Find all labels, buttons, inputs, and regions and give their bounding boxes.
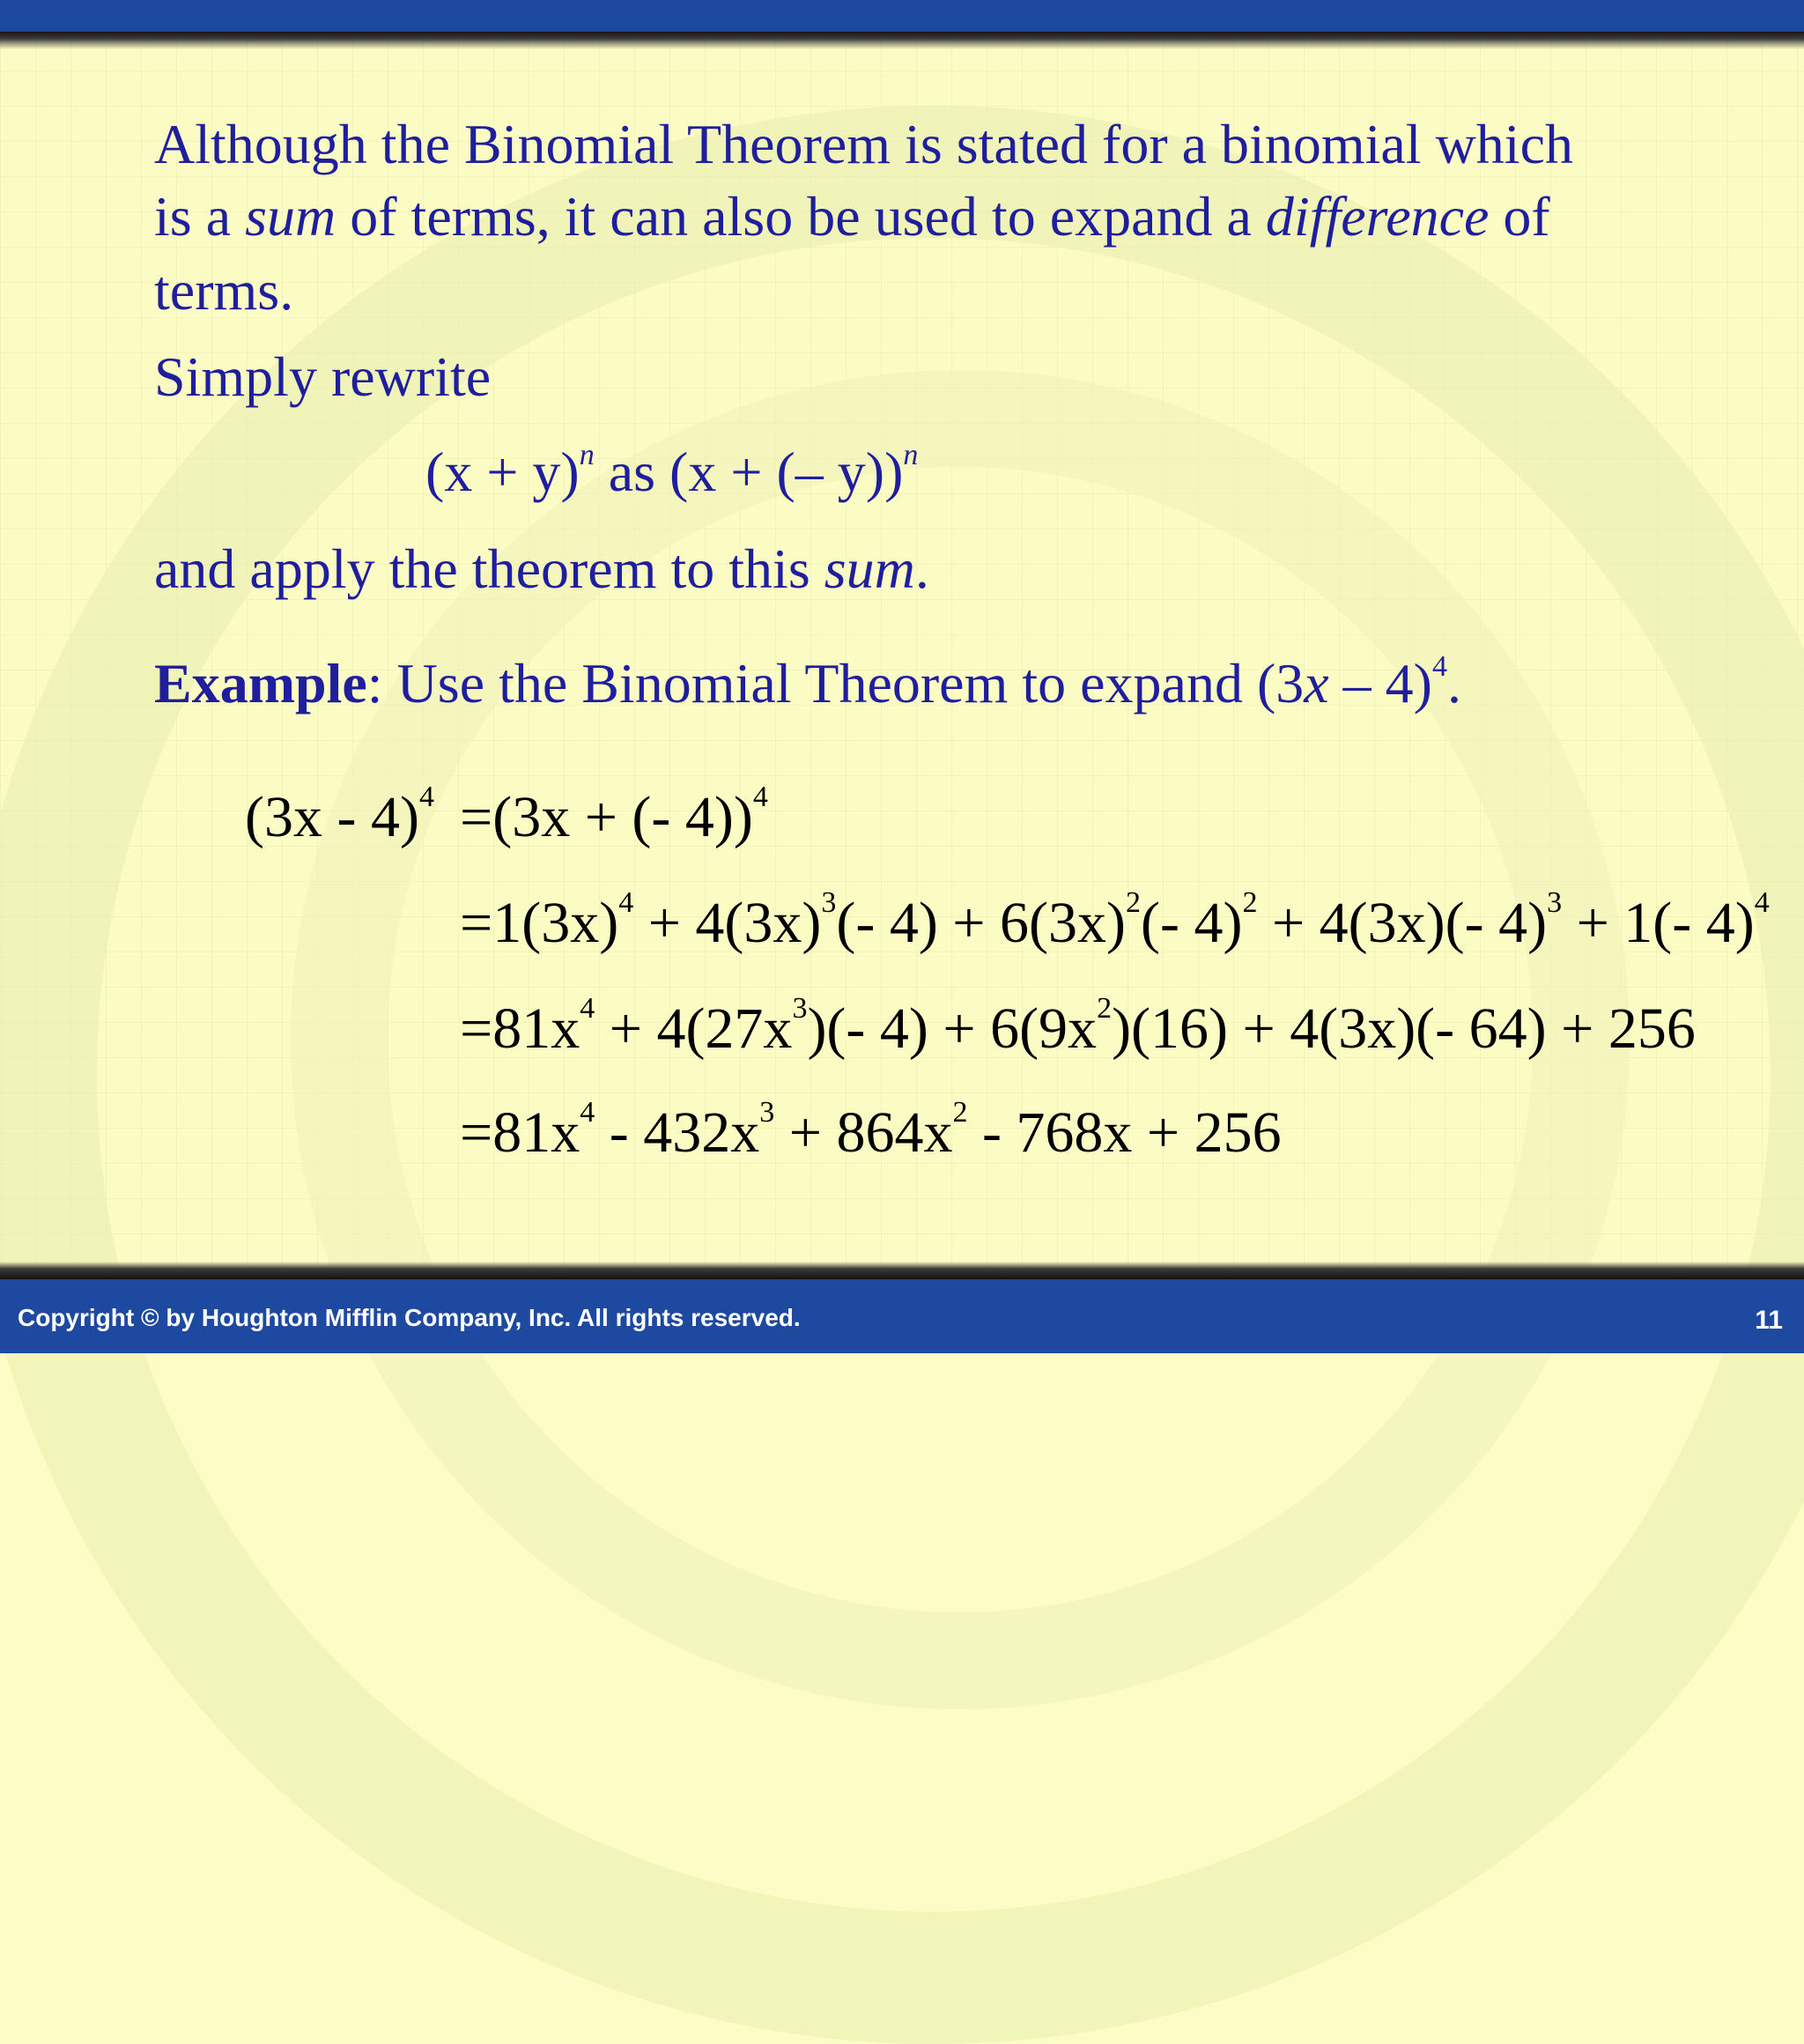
example-label: Example <box>154 652 367 715</box>
math-term: + 864x <box>774 1100 953 1165</box>
top-divider <box>0 32 1804 49</box>
example-text: : Use the Binomial Theorem to expand (3 <box>366 652 1305 715</box>
formula-left: (x + y) <box>425 441 580 503</box>
math-term: + 1(- 4) <box>1562 891 1755 955</box>
intro-text: of terms, it can also be used to expand a <box>336 185 1266 248</box>
math-term: )(16) + 4(3x)(- 64) + 256 <box>1112 996 1696 1061</box>
formula-as: as <box>594 441 670 503</box>
formula-right: (x + (– y)) <box>669 441 904 503</box>
math-exponent: 4 <box>580 1096 595 1129</box>
example-line <box>154 650 1461 715</box>
math-exponent: 4 <box>618 886 634 919</box>
math-exponent: 4 <box>1754 886 1770 919</box>
copyright-text: Copyright © by Houghton Mifflin Company, Inc. All rights reserved. <box>18 1304 801 1331</box>
math-exponent: 2 <box>952 1096 968 1129</box>
expansion-step-2 <box>460 886 1770 955</box>
math-exponent: 4 <box>752 781 768 813</box>
apply-text: and apply the theorem to this <box>154 537 824 600</box>
intro-line-3: terms. <box>154 259 294 322</box>
expansion-step-3 <box>460 992 1696 1061</box>
page-number: 11 <box>1755 1306 1783 1335</box>
apply-period: . <box>914 537 929 600</box>
example-variable: x <box>1304 652 1329 715</box>
formula-right-exponent: n <box>903 439 919 471</box>
expansion-step-4 <box>460 1096 1282 1165</box>
math-term: )(- 4) + 6(9x <box>807 996 1098 1061</box>
rewrite-formula <box>425 439 919 503</box>
example-text: – 4) <box>1328 652 1432 715</box>
intro-line-1: Although the Binomial Theorem is stated for a binomial which <box>154 113 1573 175</box>
math-term: (- 4) + 6(3x) <box>836 891 1126 955</box>
emphasis-difference: difference <box>1265 185 1490 248</box>
math-exponent: 3 <box>821 886 837 919</box>
intro-text: is a <box>154 185 246 248</box>
math-exponent: 4 <box>580 992 595 1025</box>
formula-left-exponent: n <box>579 439 595 471</box>
example-period: . <box>1446 652 1461 715</box>
math-exponent: 4 <box>418 781 434 813</box>
emphasis-sum: sum <box>245 185 336 248</box>
math-term: =81x <box>460 996 580 1061</box>
math-exponent: 3 <box>792 992 808 1025</box>
math-term: + 4(3x) <box>633 891 822 955</box>
math-exponent: 2 <box>1126 886 1141 919</box>
math-term: (3x - 4) <box>245 785 419 849</box>
apply-line <box>154 537 929 600</box>
math-term: - 432x <box>595 1100 760 1165</box>
math-term: (- 4) <box>1141 891 1243 955</box>
bottom-divider <box>0 1262 1804 1279</box>
math-term: - 768x + 256 <box>967 1100 1282 1165</box>
intro-line-2 <box>154 185 1550 248</box>
math-term: =81x <box>460 1100 580 1165</box>
math-exponent: 2 <box>1242 886 1258 919</box>
intro-text: of <box>1489 185 1550 248</box>
simply-rewrite: Simply rewrite <box>154 345 492 408</box>
math-term: + 4(27x <box>595 996 793 1061</box>
math-term: =1(3x) <box>460 891 619 955</box>
math-term: =(3x + (- 4)) <box>460 785 753 849</box>
math-exponent: 3 <box>759 1096 775 1129</box>
math-exponent: 2 <box>1097 992 1113 1025</box>
top-bar <box>0 0 1804 32</box>
math-term: + 4(3x)(- 4) <box>1257 891 1548 955</box>
expansion-lhs <box>245 782 434 847</box>
emphasis-sum: sum <box>824 537 915 600</box>
math-exponent: 3 <box>1547 886 1563 919</box>
example-exponent: 4 <box>1431 650 1447 683</box>
expansion-step-1 <box>460 782 768 847</box>
